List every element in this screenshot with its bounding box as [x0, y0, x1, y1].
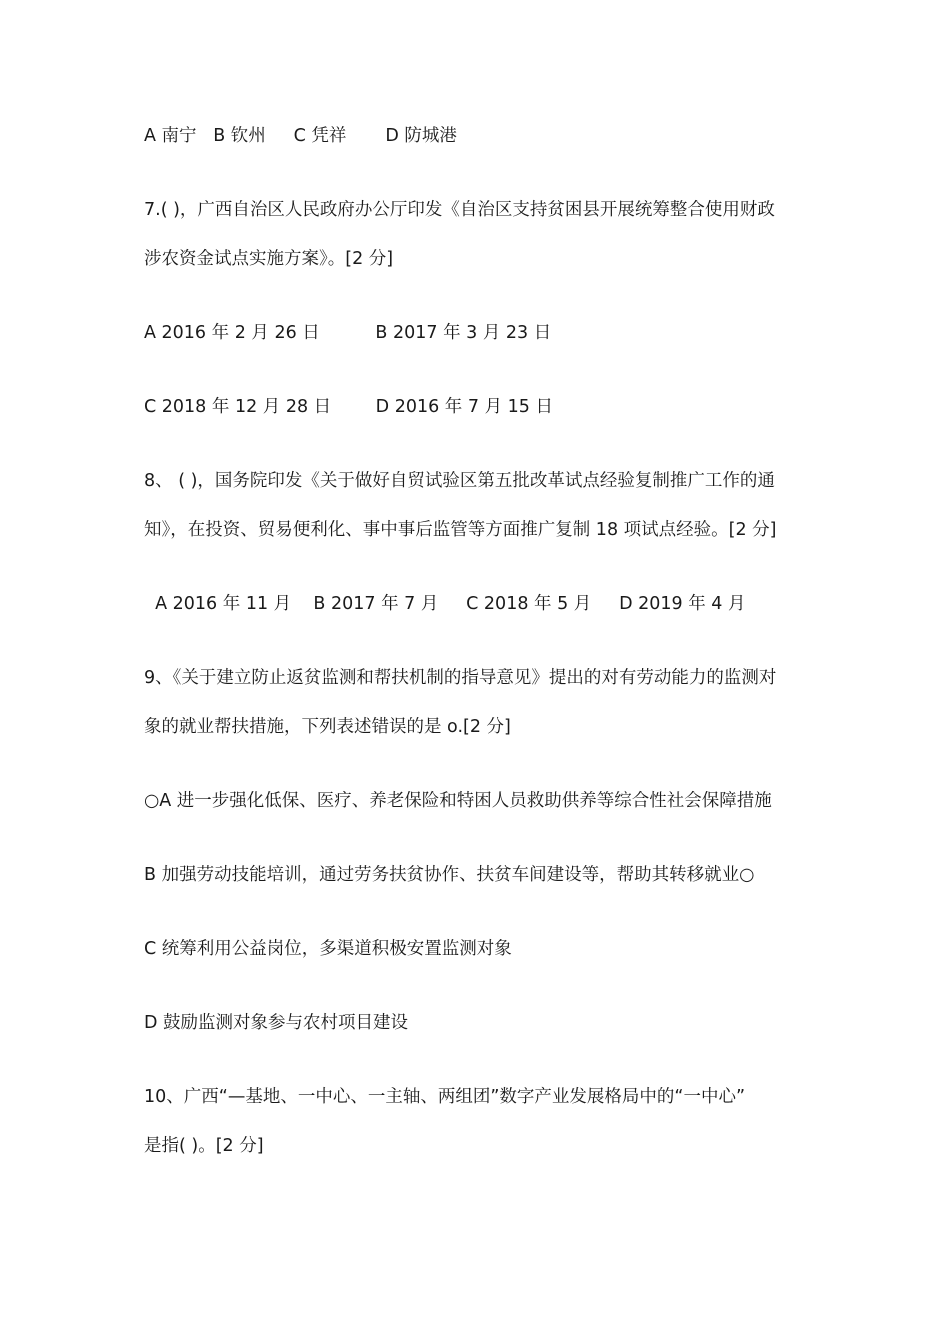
q9-question-line-1: 9、《关于建立防止返贫监测和帮扶机制的指导意见》提出的对有劳动能力的监测对	[144, 668, 777, 688]
q8-question-line-1: 8、 ( )，国务院印发《关于做好自贸试验区第五批改革试点经验复制推广工作的通	[144, 471, 775, 491]
q8-question-line-2: 知》，在投资、贸易便利化、事中事后监管等方面推广复制 18 项试点经验。[2 分]	[144, 520, 777, 540]
q10-question-line-1: 10、广西“—基地、一中心、一主轴、两组团”数字产业发展格局中的“一中心”	[144, 1087, 746, 1107]
q9-option-b: B 加强劳动技能培训，通过劳务扶贫协作、扶贫车间建设等，帮助其转移就业○	[144, 865, 755, 885]
q10-question-line-2: 是指( )。[2 分]	[144, 1136, 264, 1156]
q6-options: A 南宁 B 钦州 C 凭祥 D 防城港	[144, 126, 457, 146]
q7-options-cd: C 2018 年 12 月 28 日 D 2016 年 7 月 15 日	[144, 397, 553, 417]
q9-question-line-2: 象的就业帮扶措施，下列表述错误的是 o.[2 分]	[144, 717, 511, 737]
q8-options: A 2016 年 11 月 B 2017 年 7 月 C 2018 年 5 月 D 2019 年 4 月	[144, 594, 746, 614]
q9-option-d: D 鼓励监测对象参与农村项目建设	[144, 1013, 409, 1033]
q7-question-line-2: 涉农资金试点实施方案》。[2 分]	[144, 249, 394, 269]
q7-question-line-1: 7.( )，广西自治区人民政府办公厅印发《自治区支持贫困县开展统筹整合使用财政	[144, 200, 775, 220]
q7-options-ab: A 2016 年 2 月 26 日 B 2017 年 3 月 23 日	[144, 323, 552, 343]
q9-option-c: C 统筹利用公益岗位，多渠道积极安置监测对象	[144, 939, 512, 959]
q9-option-a: ○A 进一步强化低保、医疗、养老保险和特困人员救助供养等综合性社会保障措施	[144, 791, 772, 811]
